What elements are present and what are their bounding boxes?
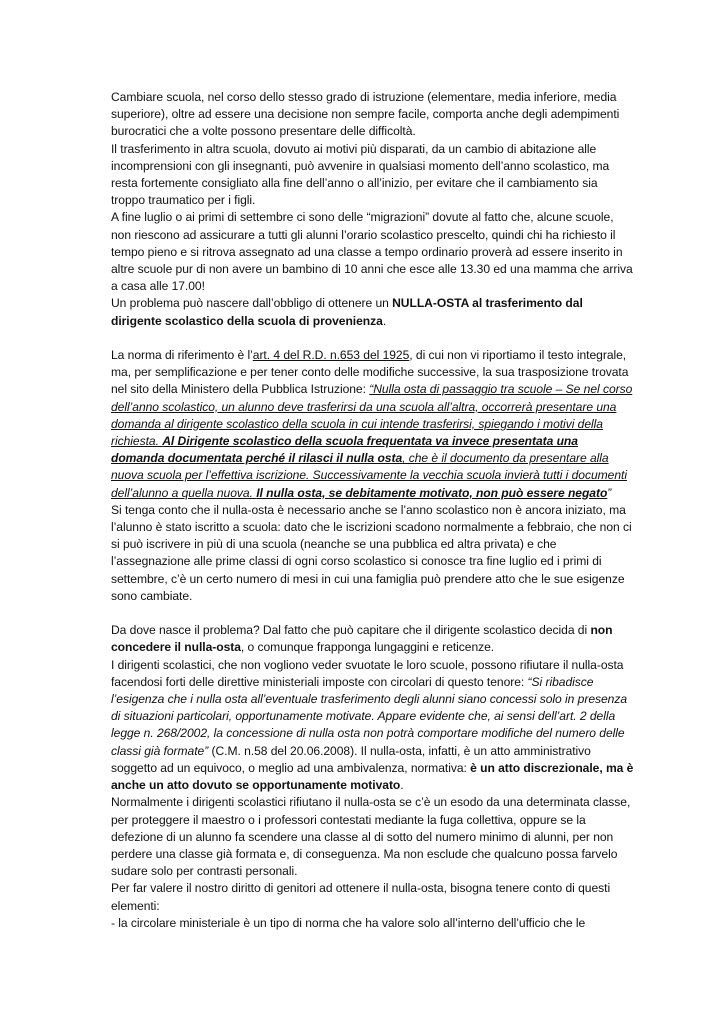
- paragraph-text: - la circolare ministeriale è un tipo di norma che ha valore solo all’interno dell’ufficio che le: [111, 915, 586, 930]
- paragraph-refusal: [111, 794, 634, 880]
- paragraph-intro: [111, 89, 634, 141]
- quote-text: “Si ribadisce l’esigenza che i nulla osta all’eventuale trasferimento degli alunni siano concessi solo in presenza di situazioni particolari, opportunamente motivate. Appare evidente che, ai sensi dell’art. 2 della legge n. 268/2002, la concessione di nulla osta non potrà comportare modifiche del numero delle classi già formate”: [111, 674, 628, 758]
- bold-quote-text: Il nulla osta, se debitamente motivato, non può essere negato: [256, 485, 608, 500]
- bold-quote-text: Al Dirigente scolastico della scuola frequentata va invece presentata una domanda documentata perché il rilasci il nulla osta: [111, 434, 578, 466]
- paragraph-text: Da dove nasce il problema? Dal fatto che può capitare che il dirigente scolastico decida di: [111, 623, 591, 638]
- paragraph-text: Per far valere il nostro diritto di genitori ad ottenere il nulla-osta, bisogna tenere conto di questi elementi:: [111, 881, 611, 913]
- paragraph-spacer: [111, 330, 634, 347]
- document-body: [111, 89, 634, 932]
- paragraph-timing: [111, 502, 634, 605]
- paragraph-spacer: [111, 605, 634, 622]
- paragraph-text: A fine luglio o ai primi di settembre ci sono delle “migrazioni” dovute al fatto che, alcune scuole, non riescono ad assicurare a tutti gli alunni l’orario scolastico prescelto, quindi chi ha richiesto il tempo pieno e si ritrova assegnato ad una classe a tempo ordinario proverà ad essere inserito in altre scuole pur di non avere un bambino di 10 anni che esce alle 13.30 ed una mamma che arriva a casa alle 17.00!: [111, 210, 633, 294]
- bold-text: NULLA-OSTA al trasferimento dal dirigente scolastico della scuola di provenienza: [111, 296, 583, 328]
- paragraph-transfer: [111, 141, 634, 210]
- paragraph-list-item: [111, 915, 634, 932]
- paragraph-text: Normalmente i dirigenti scolastici rifiutano il nulla-osta se c’è un esodo da una determinata classe, per proteggere il maestro o i professori contestati mediante la fuga collettiva, oppure se la defezione di un alunno fa scendere una classe al di sotto del numero minimo di alunni, per non perdere una classe già formata e, di conseguenza. Ma non esclude che qualcuno possa farvelo sudare solo per contrasti personali.: [111, 795, 631, 879]
- paragraph-text: Il trasferimento in altra scuola, dovuto ai motivi più disparati, da un cambio di abitazione alle incomprensioni con gli insegnanti, può avvenire in qualsiasi momento dell’anno scolastico, ma resta fortemente consigliato alla fine dell’anno o all’inizio, per evitare che il cambiamento sia troppo traumatico per i figli.: [111, 141, 610, 208]
- paragraph-text: Cambiare scuola, nel corso dello stesso grado di istruzione (elementare, media inferiore, media superiore), oltre ad essere una decisione non sempre facile, comporta anche degli adempimenti burocratici che a volte possono presentare delle difficoltà.: [111, 90, 620, 139]
- paragraph-where: [111, 622, 634, 656]
- bold-text: non concedere il nulla-osta: [111, 623, 613, 655]
- paragraph-rights: [111, 880, 634, 914]
- paragraph-migrations: [111, 209, 634, 295]
- paragraph-text: .: [382, 313, 387, 328]
- paragraph-text: .: [400, 778, 404, 793]
- quote-text: “Nulla osta di passaggio tra scuole – Se nel corso dell’anno scolastico, un alunno deve trasferirsi da una scuola all’altra, occorrerà presentare una domanda al dirigente scolastico della scuola in cui intende trasferirsi, spiegando i motivi della richiesta.: [111, 382, 633, 449]
- paragraph-text: , di cui non vi riportiamo il testo integrale, ma, per semplificazione e per tener conto delle modifiche successive, la sua trasposizione trovata nel sito della Ministero della Pubblica Istruzione:: [111, 348, 629, 397]
- quote-text: ”: [607, 485, 612, 500]
- paragraph-text: Un problema può nascere dall’obbligo di ottenere un: [111, 296, 393, 311]
- paragraph-directives: [111, 657, 634, 795]
- bold-text: è un atto discrezionale, ma è anche un atto dovuto se opportunamente motivato: [111, 760, 634, 793]
- paragraph-norm: [111, 347, 634, 502]
- paragraph-text: (C.M. n.58 del 20.06.2008). Il nulla-osta, infatti, è un atto amministrativo soggetto ad un equivoco, o meglio ad una ambivalenza, normativa:: [111, 743, 591, 775]
- paragraph-text: Si tenga conto che il nulla-osta è necessario anche se l’anno scolastico non è ancora iniziato, ma l’alunno è stato iscritto a scuola: dato che le iscrizioni scadono normalmente a febbraio, che non ci si può iscrivere in più di una scuola (neanche se una pubblica ed altra privata) e che l’assegnazione alle prime classi di ogni corso scolastico si conosce tra fine luglio ed i primi di settembre, c’è un certo numero di mesi in cui una famiglia può prendere atto che le sue esigenze sono cambiate.: [111, 502, 632, 603]
- law-reference-link[interactable]: art. 4 del R.D. n.653 del 1925: [252, 348, 410, 363]
- paragraph-text: La norma di riferimento è l’: [111, 348, 253, 363]
- paragraph-text: I dirigenti scolastici, che non vogliono veder svuotate le loro scuole, possono rifiutare il nulla-osta facendosi forti delle direttive ministeriali imposte con circolari di questo tenore:: [111, 657, 624, 689]
- quote-text: , che è il documento da presentare alla nuova scuola per l’effettiva iscrizione. Successivamente la vecchia scuola invierà tutti i documenti dell’alunno a quella nuova.: [111, 451, 627, 500]
- paragraph-text: , o comunque frapponga lungaggini e reticenze.: [240, 640, 495, 655]
- paragraph-problem: [111, 295, 634, 329]
